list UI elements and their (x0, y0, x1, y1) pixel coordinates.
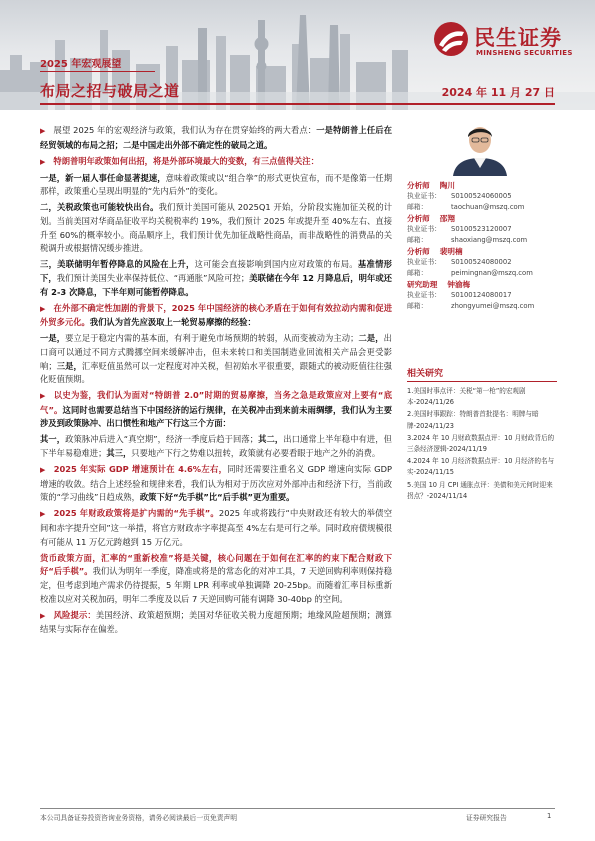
bullet-triangle-icon: ▶ (40, 157, 46, 166)
analyst-list (407, 180, 557, 312)
paragraph-tariffs: 二，关税政策也可能较快出台。我们预计美国可能从 2025Q1 开始，分阶段实施加征关税的计划。当前美国对华商品征收平均关税税率约 19%，我们预计 2025 年或提升至 40%左右、直接升至 60%的概率较小。商品顺序上，我们预计优先加征战略性商品，而非战略性的消费品的关税调升或根据情况缓步推进。 (40, 202, 392, 254)
paragraph-fiscal: ▶ 2025 年财政政策将是扩内需的“先手棋”。2025 年或将践行“中央财政还有较大的举债空间和赤字提升空间”这一举措，将官方财政赤字率提高至 4%左右是可行之举。同时政府债规模很有可能从 11 万亿元跨越到 15 万亿元。 (40, 508, 392, 547)
paragraph-core-contradiction: ▶ 在外部不确定性加剧的背景下，2025 年中国经济的核心矛盾在于如何有效拉动内需和促进外贸多元化。我们认为首先应汲取上一轮贸易摩擦的经验： (40, 302, 393, 328)
bullet-triangle-icon: ▶ (40, 392, 46, 401)
footer-doc-type: 证券研究报告 (466, 814, 507, 822)
analyst-email: 邮箱： zhongyumei@mszq.com (407, 302, 535, 310)
report-series: 2025 年宏观展望 (40, 59, 122, 70)
analyst-name-row: 分析师 邵翔 (407, 214, 455, 223)
page-number: 1 (547, 812, 552, 820)
analyst-cert: 执业证书： S0100523120007 (407, 225, 512, 233)
analyst-email: 邮箱： peimingnan@mszq.com (407, 269, 533, 277)
paragraph-risk: ▶ 风险提示：美国经济、政策超预期；美国对华征收关税力度超预期；地缘风险超预期；测算结果与实际存在偏差。 (40, 609, 392, 635)
main-text-column (40, 124, 392, 639)
analyst-cert: 执业证书： S0100124080017 (407, 291, 512, 299)
related-research-link[interactable]: 2.美国时事跟踪：特朗普首批提名：明牌与暗牌-2024/11/23 (407, 410, 539, 430)
logo-text-cn: 民生证券 (474, 26, 562, 50)
title-divider (40, 103, 555, 105)
paragraph-gdp: ▶ 2025 年实际 GDP 增速预计在 4.6%左右，同时还需要注重名义 GDP 增速向实际 GDP 增速的收敛。结合上述经验和规律来看，我们认为相对于历次应对外部冲击和经济下行，当前政策的“学习曲线”日趋成熟，政策下好“先手棋”比“后手棋”更为重要。 (40, 464, 392, 503)
analyst-email: 邮箱： shaoxiang@mszq.com (407, 236, 528, 244)
paragraph-lessons: 一是，要立足于稳定内需的基本面，有利于避免市场预期的转弱，从而变被动为主动；二是，出口商可以通过不同方式腾挪空间来缓解冲击，但未来转口和美国制造业回流相关产品会更受影响；三是，汇率贬值虽然可以一定程度对冲关税，但初始水平很重要，跟随式的被动贬值往往强化贬值预期。 (40, 333, 392, 385)
footer-notice: 本公司具备证券投资咨询业务资格，请务必阅读最后一页免责声明 (40, 814, 238, 822)
bullet-triangle-icon: ▶ (40, 611, 46, 620)
analyst-cert: 执业证书： S0100524060005 (407, 192, 512, 200)
logo-mark-icon (432, 20, 470, 58)
series-underline (40, 71, 155, 72)
related-research-link[interactable]: 1.美国时事点评：关税“第一枪”的宏观剧本-2024/11/26 (407, 387, 526, 407)
related-research-link[interactable]: 5.美国 10 月 CPI 通胀点评：美债和美元何时迎来拐点？-2024/11/14 (407, 480, 553, 500)
analyst-name-row: 分析师 陶川 (407, 181, 455, 190)
paragraph-personnel: 一是，新一届人事任命显著提速，意味着政策或以“组合拳”的形式更快宣布，而不是像第一任期那样，政策重心呈现出明显的“先内后外”的变化。 (40, 172, 392, 197)
analyst-email: 邮箱： taochuan@mszq.com (407, 203, 525, 211)
report-title: 布局之招与破局之道 (40, 82, 180, 100)
analyst-name-row: 研究助理 钟渝梅 (407, 280, 471, 289)
related-research-title: 相关研究 (407, 366, 557, 382)
paragraph-overview: ▶ 展望 2025 年的宏观经济与政策，我们认为存在贯穿始终的两大看点：一是特朗普上任后在经贸领域的布局之招；二是中国走出外部不确定性的破局之道。 (40, 125, 392, 150)
bullet-triangle-icon: ▶ (40, 510, 46, 519)
company-logo (432, 20, 592, 60)
footer-divider (40, 808, 555, 809)
paragraph-history: ▶ 以史为鉴，我们认为面对“特朗普 2.0”时期的贸易摩擦，当务之急是政策应对上要有“底气”。这同时也需要总结当下中国经济的运行规律，在关税冲击到来前未雨绸缪，我们认为主要涉及到政策脉冲、出口惯性和地产下行这三个方面： (40, 390, 392, 429)
paragraph-trump-policy: ▶ 特朗普明年政策如何出招，将是外部环境最大的变数，有三点值得关注： (40, 155, 319, 166)
report-date: 2024 年 11 月 27 日 (441, 86, 555, 99)
analyst-cert: 执业证书： S0100524080002 (407, 258, 512, 266)
paragraph-monetary: 货币政策方面，汇率的“重新校准”将是关键，核心问题在于如何在汇率的约束下配合财政下好“后手棋”。我们认为明年一季度，降准或将是的常态化的对冲工具，7 天逆回购利率则保持稳定，但考虑到地产需求仍待提振，5 年期 LPR 利率或单独调降 20-25bp。而随着汇率目标重新校准以应对关税加码，明年二季度及以后 7 天逆回购可能有调降 30-40bp 的空间。 (40, 552, 392, 604)
related-research (407, 366, 557, 503)
paragraph-three-aspects: 其一，政策脉冲后进入“真空期”，经济一季度后趋于回落；其二，出口通常上半年稳中有进，但下半年易稳难进；其三，只要地产下行之势难以扭转，政策就有必要看眼于地产之外的消费。 (40, 434, 392, 459)
bullet-triangle-icon: ▶ (40, 304, 46, 313)
header-banner (0, 0, 595, 110)
analyst-photo (445, 118, 515, 176)
bullet-triangle-icon: ▶ (40, 466, 46, 475)
related-research-link[interactable]: 4.2024 年 10 月经济数据点评：10 月经济的名与实-2024/11/15 (407, 457, 555, 477)
analyst-name-row: 分析师 裴明楠 (407, 247, 463, 256)
related-research-link[interactable]: 3.2024 年 10 月财政数据点评：10 月财政背后的三条经济逻辑-2024/11/19 (407, 433, 555, 454)
bullet-triangle-icon: ▶ (40, 127, 46, 135)
logo-text-en: MINSHENG SECURITIES (476, 49, 573, 57)
paragraph-fed: 三，美联储明年暂停降息的风险在上升，这可能会直接影响到国内应对政策的布局。基准情形下，我们预计美国失业率保持低位、“再通胀”风险可控；美联储在今年 12 月降息后，明年或还有 2-3 次降息，下半年则可能暂停降息。 (40, 259, 392, 297)
